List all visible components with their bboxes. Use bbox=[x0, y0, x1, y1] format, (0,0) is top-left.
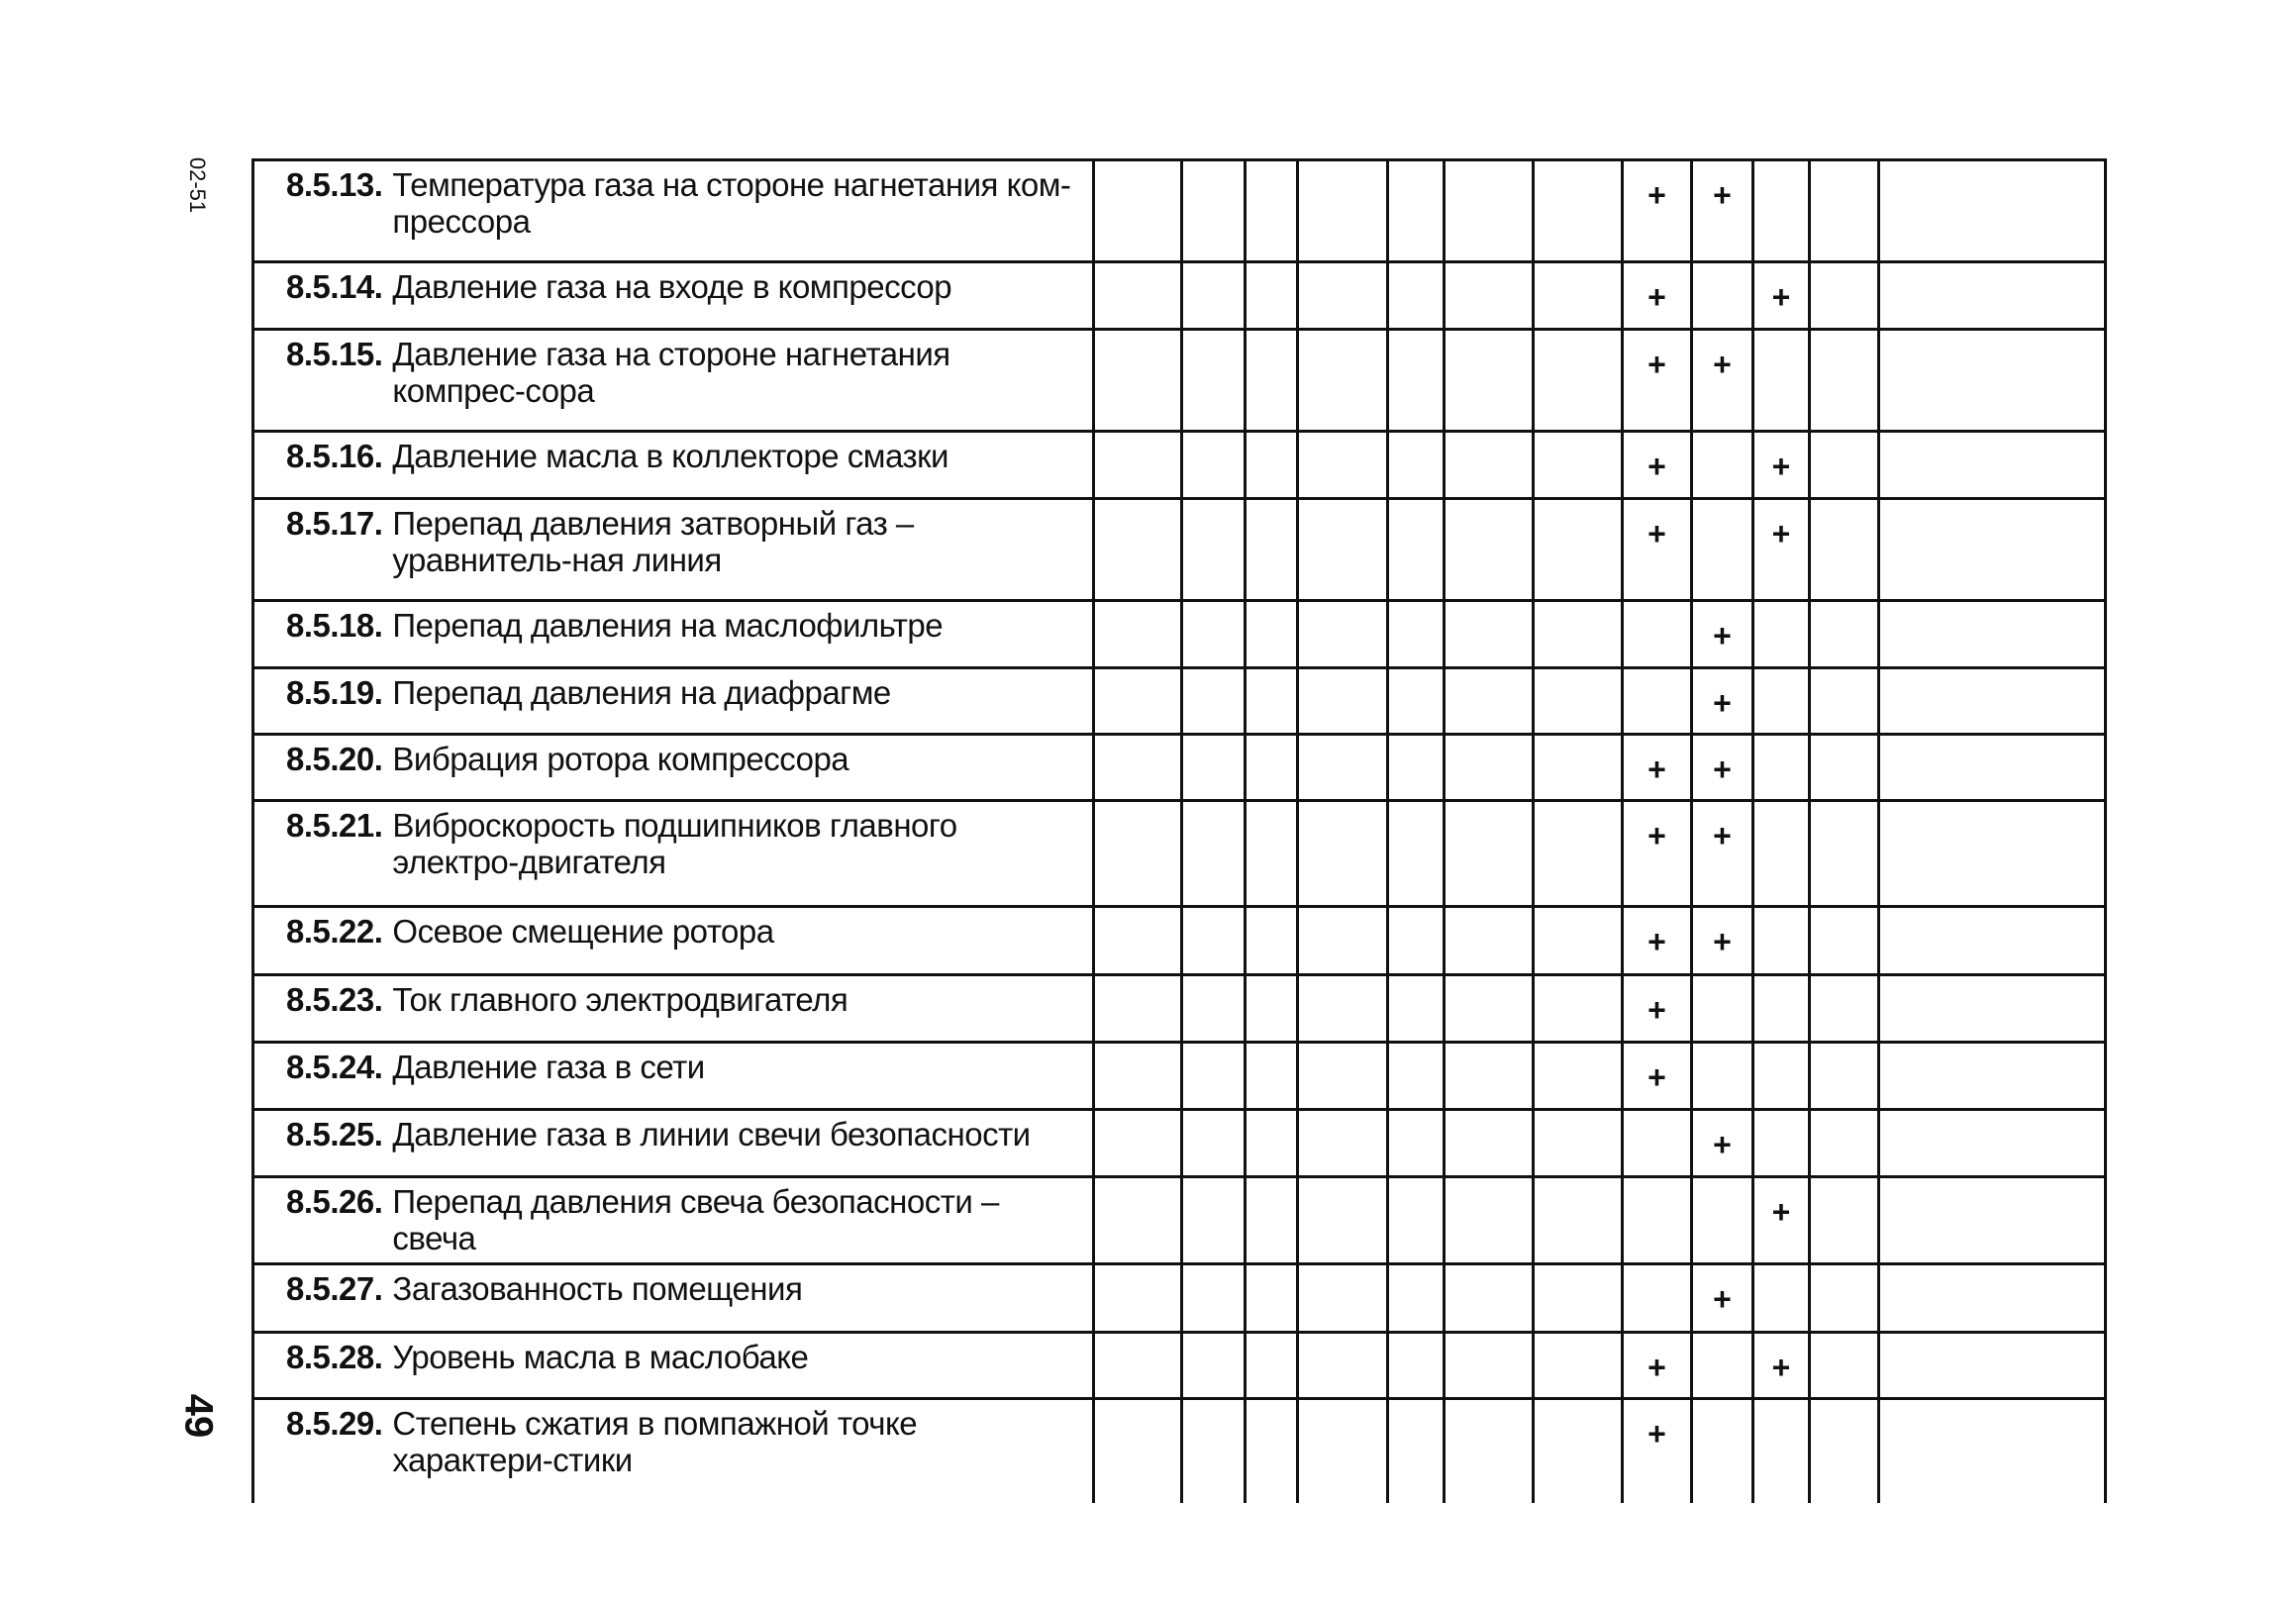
mark-cell bbox=[1810, 1177, 1879, 1264]
parameter-entry bbox=[286, 1183, 1084, 1256]
mark-cell: + bbox=[1692, 601, 1753, 668]
item-number: 8.5.21. bbox=[286, 807, 383, 844]
mark-cell bbox=[1692, 432, 1753, 499]
mark-cell bbox=[1810, 668, 1879, 735]
mark-cell: + bbox=[1753, 1333, 1810, 1399]
mark-cell bbox=[1298, 668, 1388, 735]
mark-cell bbox=[1094, 907, 1182, 975]
document-code: 02-51 bbox=[185, 156, 210, 214]
table-row bbox=[253, 160, 2106, 262]
parameter-cell bbox=[253, 1333, 1094, 1399]
mark-cell bbox=[1388, 801, 1445, 907]
table-row bbox=[253, 1399, 2106, 1504]
page-number: 49 bbox=[176, 1393, 221, 1439]
mark-cell bbox=[1879, 432, 2106, 499]
mark-cell: + bbox=[1753, 262, 1810, 330]
mark-cell bbox=[1182, 975, 1246, 1043]
mark-cell bbox=[1534, 1333, 1623, 1399]
parameter-entry bbox=[286, 268, 1084, 305]
mark-cell bbox=[1246, 1264, 1298, 1333]
mark-cell bbox=[1094, 1333, 1182, 1399]
mark-cell bbox=[1094, 1399, 1182, 1504]
mark-cell bbox=[1810, 499, 1879, 601]
mark-cell bbox=[1388, 1264, 1445, 1333]
mark-cell bbox=[1094, 160, 1182, 262]
mark-cell bbox=[1810, 735, 1879, 801]
mark-cell bbox=[1388, 262, 1445, 330]
item-description: Давление газа на входе в компрессор bbox=[392, 268, 952, 305]
mark-cell bbox=[1534, 668, 1623, 735]
mark-cell bbox=[1445, 668, 1534, 735]
parameter-entry bbox=[286, 1405, 1084, 1478]
mark-cell bbox=[1692, 1333, 1753, 1399]
mark-cell bbox=[1623, 1110, 1692, 1177]
item-number: 8.5.25. bbox=[286, 1116, 383, 1153]
mark-cell bbox=[1753, 668, 1810, 735]
mark-cell: + bbox=[1692, 801, 1753, 907]
mark-cell bbox=[1445, 499, 1534, 601]
item-description: Перепад давления на диафрагме bbox=[392, 674, 891, 711]
mark-cell: + bbox=[1623, 160, 1692, 262]
mark-cell bbox=[1445, 907, 1534, 975]
parameter-entry bbox=[286, 166, 1084, 240]
parameter-cell bbox=[253, 1043, 1094, 1110]
mark-cell bbox=[1182, 432, 1246, 499]
mark-cell bbox=[1810, 160, 1879, 262]
mark-cell bbox=[1388, 160, 1445, 262]
mark-cell: + bbox=[1623, 735, 1692, 801]
mark-cell bbox=[1298, 975, 1388, 1043]
mark-cell: + bbox=[1753, 1177, 1810, 1264]
mark-cell: + bbox=[1623, 1043, 1692, 1110]
mark-cell bbox=[1879, 601, 2106, 668]
mark-cell bbox=[1246, 262, 1298, 330]
mark-cell bbox=[1753, 907, 1810, 975]
mark-cell bbox=[1534, 1177, 1623, 1264]
mark-cell bbox=[1246, 801, 1298, 907]
mark-cell bbox=[1246, 330, 1298, 432]
mark-cell bbox=[1388, 432, 1445, 499]
mark-cell bbox=[1692, 499, 1753, 601]
mark-cell bbox=[1445, 735, 1534, 801]
mark-cell bbox=[1623, 1264, 1692, 1333]
mark-cell bbox=[1445, 432, 1534, 499]
mark-cell bbox=[1182, 907, 1246, 975]
mark-cell bbox=[1445, 1399, 1534, 1504]
mark-cell bbox=[1298, 1177, 1388, 1264]
mark-cell bbox=[1182, 160, 1246, 262]
item-number: 8.5.13. bbox=[286, 166, 383, 203]
mark-cell bbox=[1298, 160, 1388, 262]
mark-cell bbox=[1246, 601, 1298, 668]
mark-cell bbox=[1879, 330, 2106, 432]
mark-cell bbox=[1810, 262, 1879, 330]
mark-cell bbox=[1388, 1177, 1445, 1264]
mark-cell bbox=[1534, 160, 1623, 262]
mark-cell bbox=[1879, 1110, 2106, 1177]
mark-cell bbox=[1094, 499, 1182, 601]
mark-cell bbox=[1298, 1399, 1388, 1504]
parameter-entry bbox=[286, 741, 1084, 777]
mark-cell bbox=[1810, 907, 1879, 975]
item-description: Вибрация ротора компрессора bbox=[392, 741, 849, 777]
item-description: Виброскорость подшипников главного электро-двигателя bbox=[392, 807, 957, 880]
parameter-cell bbox=[253, 432, 1094, 499]
mark-cell bbox=[1623, 668, 1692, 735]
parameter-entry bbox=[286, 1339, 1084, 1375]
parameter-cell bbox=[253, 1399, 1094, 1504]
mark-cell bbox=[1445, 801, 1534, 907]
mark-cell: + bbox=[1623, 975, 1692, 1043]
mark-cell bbox=[1692, 1399, 1753, 1504]
parameter-entry bbox=[286, 981, 1084, 1018]
mark-cell bbox=[1246, 432, 1298, 499]
mark-cell: + bbox=[1753, 432, 1810, 499]
item-number: 8.5.14. bbox=[286, 268, 383, 305]
item-number: 8.5.29. bbox=[286, 1405, 383, 1442]
mark-cell bbox=[1445, 1264, 1534, 1333]
table-row bbox=[253, 801, 2106, 907]
mark-cell bbox=[1879, 1264, 2106, 1333]
mark-cell bbox=[1182, 801, 1246, 907]
mark-cell bbox=[1534, 1043, 1623, 1110]
mark-cell bbox=[1445, 160, 1534, 262]
mark-cell bbox=[1298, 330, 1388, 432]
mark-cell bbox=[1298, 262, 1388, 330]
mark-cell: + bbox=[1692, 1110, 1753, 1177]
mark-cell bbox=[1246, 160, 1298, 262]
mark-cell bbox=[1298, 1110, 1388, 1177]
parameter-cell bbox=[253, 907, 1094, 975]
mark-cell: + bbox=[1623, 1399, 1692, 1504]
parameter-entry bbox=[286, 1116, 1084, 1153]
item-number: 8.5.26. bbox=[286, 1183, 383, 1220]
item-number: 8.5.22. bbox=[286, 913, 383, 950]
mark-cell bbox=[1753, 160, 1810, 262]
mark-cell bbox=[1094, 1110, 1182, 1177]
mark-cell bbox=[1445, 1177, 1534, 1264]
parameter-cell bbox=[253, 499, 1094, 601]
mark-cell bbox=[1182, 1399, 1246, 1504]
mark-cell bbox=[1692, 1043, 1753, 1110]
parameter-entry bbox=[286, 1270, 1084, 1307]
mark-cell bbox=[1810, 1399, 1879, 1504]
mark-cell bbox=[1182, 668, 1246, 735]
mark-cell bbox=[1534, 330, 1623, 432]
mark-cell bbox=[1388, 1399, 1445, 1504]
item-description: Перепад давления свеча безопасности – свеча bbox=[392, 1183, 999, 1256]
mark-cell bbox=[1810, 1043, 1879, 1110]
parameter-entry bbox=[286, 807, 1084, 880]
mark-cell bbox=[1445, 1110, 1534, 1177]
parameter-cell bbox=[253, 1177, 1094, 1264]
mark-cell: + bbox=[1753, 499, 1810, 601]
mark-cell bbox=[1182, 499, 1246, 601]
parameter-entry bbox=[286, 607, 1084, 644]
mark-cell bbox=[1246, 1399, 1298, 1504]
item-description: Осевое смещение ротора bbox=[392, 913, 774, 950]
table-row bbox=[253, 432, 2106, 499]
mark-cell bbox=[1298, 1264, 1388, 1333]
mark-cell bbox=[1879, 668, 2106, 735]
mark-cell bbox=[1810, 330, 1879, 432]
item-number: 8.5.15. bbox=[286, 336, 383, 372]
mark-cell bbox=[1388, 601, 1445, 668]
table-row bbox=[253, 735, 2106, 801]
mark-cell bbox=[1534, 801, 1623, 907]
mark-cell bbox=[1879, 801, 2106, 907]
mark-cell: + bbox=[1623, 907, 1692, 975]
mark-cell: + bbox=[1623, 801, 1692, 907]
mark-cell bbox=[1246, 1110, 1298, 1177]
item-number: 8.5.17. bbox=[286, 505, 383, 542]
table-row bbox=[253, 1043, 2106, 1110]
mark-cell bbox=[1534, 499, 1623, 601]
mark-cell bbox=[1810, 975, 1879, 1043]
item-description: Перепад давления затворный газ – уравнитель-ная линия bbox=[392, 505, 914, 578]
mark-cell bbox=[1388, 499, 1445, 601]
mark-cell bbox=[1810, 1333, 1879, 1399]
mark-cell: + bbox=[1692, 735, 1753, 801]
mark-cell bbox=[1445, 1333, 1534, 1399]
mark-cell bbox=[1534, 907, 1623, 975]
mark-cell bbox=[1445, 262, 1534, 330]
mark-cell bbox=[1810, 1110, 1879, 1177]
table-row bbox=[253, 1177, 2106, 1264]
mark-cell bbox=[1182, 1110, 1246, 1177]
mark-cell bbox=[1692, 1177, 1753, 1264]
mark-cell bbox=[1810, 1264, 1879, 1333]
item-description: Давление газа в линии свечи безопасности bbox=[392, 1116, 1031, 1153]
item-description: Уровень масла в маслобаке bbox=[392, 1339, 809, 1375]
table-row bbox=[253, 499, 2106, 601]
item-description: Температура газа на стороне нагнетания ком-прессора bbox=[392, 166, 1071, 240]
mark-cell bbox=[1246, 1177, 1298, 1264]
mark-cell bbox=[1879, 262, 2106, 330]
mark-cell bbox=[1753, 1043, 1810, 1110]
mark-cell bbox=[1534, 735, 1623, 801]
mark-cell bbox=[1534, 975, 1623, 1043]
mark-cell bbox=[1246, 907, 1298, 975]
mark-cell bbox=[1298, 735, 1388, 801]
parameters-table bbox=[251, 158, 2107, 1503]
mark-cell bbox=[1879, 975, 2106, 1043]
mark-cell: + bbox=[1623, 1333, 1692, 1399]
mark-cell bbox=[1182, 1177, 1246, 1264]
item-description: Загазованность помещения bbox=[392, 1270, 803, 1307]
parameter-entry bbox=[286, 674, 1084, 711]
table-row bbox=[253, 601, 2106, 668]
item-number: 8.5.18. bbox=[286, 607, 383, 644]
item-number: 8.5.28. bbox=[286, 1339, 383, 1375]
mark-cell bbox=[1388, 330, 1445, 432]
parameter-cell bbox=[253, 1264, 1094, 1333]
mark-cell bbox=[1879, 1333, 2106, 1399]
mark-cell bbox=[1753, 330, 1810, 432]
mark-cell bbox=[1810, 801, 1879, 907]
mark-cell: + bbox=[1692, 330, 1753, 432]
item-number: 8.5.27. bbox=[286, 1270, 383, 1307]
mark-cell: + bbox=[1623, 330, 1692, 432]
mark-cell bbox=[1246, 1333, 1298, 1399]
mark-cell: + bbox=[1623, 262, 1692, 330]
mark-cell bbox=[1445, 601, 1534, 668]
mark-cell bbox=[1534, 262, 1623, 330]
table-row bbox=[253, 262, 2106, 330]
mark-cell bbox=[1810, 601, 1879, 668]
mark-cell bbox=[1388, 668, 1445, 735]
mark-cell: + bbox=[1692, 668, 1753, 735]
item-number: 8.5.16. bbox=[286, 438, 383, 474]
mark-cell bbox=[1692, 975, 1753, 1043]
parameter-entry bbox=[286, 336, 1084, 409]
mark-cell bbox=[1692, 262, 1753, 330]
mark-cell bbox=[1094, 601, 1182, 668]
mark-cell bbox=[1534, 1399, 1623, 1504]
mark-cell bbox=[1298, 1333, 1388, 1399]
mark-cell bbox=[1879, 160, 2106, 262]
mark-cell bbox=[1810, 432, 1879, 499]
mark-cell bbox=[1298, 601, 1388, 668]
mark-cell bbox=[1879, 1177, 2106, 1264]
mark-cell bbox=[1445, 330, 1534, 432]
mark-cell bbox=[1879, 735, 2106, 801]
parameter-cell bbox=[253, 1110, 1094, 1177]
mark-cell bbox=[1094, 975, 1182, 1043]
mark-cell bbox=[1753, 1264, 1810, 1333]
mark-cell bbox=[1298, 1043, 1388, 1110]
mark-cell bbox=[1182, 1333, 1246, 1399]
mark-cell bbox=[1753, 975, 1810, 1043]
item-description: Ток главного электродвигателя bbox=[392, 981, 849, 1018]
mark-cell: + bbox=[1692, 907, 1753, 975]
mark-cell bbox=[1445, 1043, 1534, 1110]
mark-cell bbox=[1298, 801, 1388, 907]
mark-cell bbox=[1623, 601, 1692, 668]
item-description: Давление газа на стороне нагнетания компрес-сора bbox=[392, 336, 950, 409]
mark-cell bbox=[1246, 1043, 1298, 1110]
mark-cell bbox=[1094, 1177, 1182, 1264]
parameter-cell bbox=[253, 330, 1094, 432]
mark-cell bbox=[1298, 432, 1388, 499]
parameter-entry bbox=[286, 505, 1084, 578]
mark-cell bbox=[1388, 907, 1445, 975]
mark-cell: + bbox=[1692, 1264, 1753, 1333]
mark-cell bbox=[1182, 1043, 1246, 1110]
mark-cell bbox=[1753, 735, 1810, 801]
parameter-cell bbox=[253, 735, 1094, 801]
item-description: Давление масла в коллекторе смазки bbox=[392, 438, 948, 474]
mark-cell bbox=[1623, 1177, 1692, 1264]
item-description: Давление газа в сети bbox=[392, 1049, 705, 1085]
mark-cell bbox=[1534, 1264, 1623, 1333]
parameter-cell bbox=[253, 801, 1094, 907]
mark-cell bbox=[1388, 1110, 1445, 1177]
mark-cell bbox=[1246, 668, 1298, 735]
item-number: 8.5.23. bbox=[286, 981, 383, 1018]
parameter-entry bbox=[286, 913, 1084, 950]
mark-cell bbox=[1094, 735, 1182, 801]
parameter-cell bbox=[253, 975, 1094, 1043]
mark-cell bbox=[1388, 975, 1445, 1043]
mark-cell: + bbox=[1623, 432, 1692, 499]
mark-cell bbox=[1388, 1333, 1445, 1399]
table-row bbox=[253, 1110, 2106, 1177]
parameter-cell bbox=[253, 160, 1094, 262]
mark-cell bbox=[1182, 1264, 1246, 1333]
mark-cell bbox=[1182, 601, 1246, 668]
mark-cell bbox=[1094, 262, 1182, 330]
mark-cell bbox=[1182, 262, 1246, 330]
item-number: 8.5.24. bbox=[286, 1049, 383, 1085]
mark-cell bbox=[1879, 499, 2106, 601]
parameter-cell bbox=[253, 262, 1094, 330]
parameter-cell bbox=[253, 601, 1094, 668]
mark-cell bbox=[1753, 801, 1810, 907]
mark-cell bbox=[1094, 432, 1182, 499]
mark-cell bbox=[1094, 330, 1182, 432]
parameter-entry bbox=[286, 438, 1084, 474]
parameter-entry bbox=[286, 1049, 1084, 1085]
mark-cell bbox=[1388, 735, 1445, 801]
mark-cell bbox=[1753, 1110, 1810, 1177]
parameter-cell bbox=[253, 668, 1094, 735]
mark-cell bbox=[1094, 668, 1182, 735]
mark-cell bbox=[1879, 1399, 2106, 1504]
table-row bbox=[253, 1264, 2106, 1333]
mark-cell bbox=[1753, 1399, 1810, 1504]
table-row bbox=[253, 1333, 2106, 1399]
mark-cell bbox=[1246, 975, 1298, 1043]
mark-cell bbox=[1534, 601, 1623, 668]
mark-cell bbox=[1246, 499, 1298, 601]
mark-cell bbox=[1753, 601, 1810, 668]
mark-cell bbox=[1182, 735, 1246, 801]
mark-cell bbox=[1298, 907, 1388, 975]
item-number: 8.5.20. bbox=[286, 741, 383, 777]
item-description: Степень сжатия в помпажной точке характери-стики bbox=[392, 1405, 918, 1478]
table-row bbox=[253, 907, 2106, 975]
mark-cell: + bbox=[1623, 499, 1692, 601]
mark-cell bbox=[1182, 330, 1246, 432]
mark-cell bbox=[1879, 907, 2106, 975]
mark-cell bbox=[1879, 1043, 2106, 1110]
mark-cell bbox=[1534, 1110, 1623, 1177]
mark-cell bbox=[1094, 801, 1182, 907]
table-row bbox=[253, 330, 2106, 432]
item-description: Перепад давления на маслофильтре bbox=[392, 607, 944, 644]
mark-cell bbox=[1534, 432, 1623, 499]
mark-cell bbox=[1094, 1043, 1182, 1110]
mark-cell bbox=[1094, 1264, 1182, 1333]
mark-cell: + bbox=[1692, 160, 1753, 262]
mark-cell bbox=[1246, 735, 1298, 801]
mark-cell bbox=[1388, 1043, 1445, 1110]
table-row bbox=[253, 668, 2106, 735]
item-number: 8.5.19. bbox=[286, 674, 383, 711]
mark-cell bbox=[1298, 499, 1388, 601]
mark-cell bbox=[1445, 975, 1534, 1043]
table-row bbox=[253, 975, 2106, 1043]
